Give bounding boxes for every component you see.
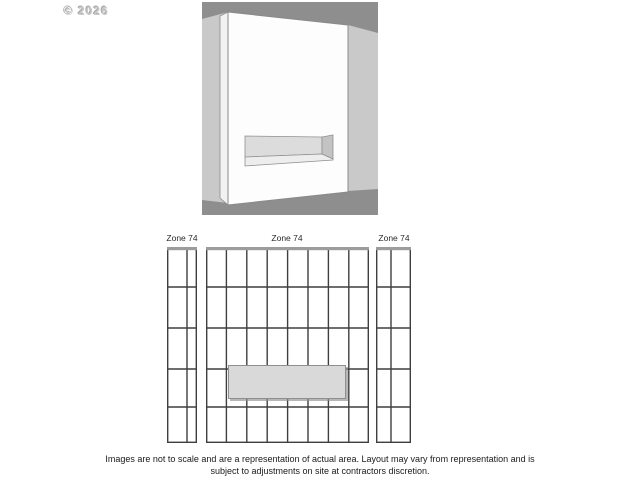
zone-grid-left: [167, 247, 197, 443]
copyright-watermark: © 2026: [64, 4, 109, 18]
zone-label-left: Zone 74: [166, 233, 198, 243]
zone-label-right: Zone 74: [378, 233, 410, 243]
zone-grid-right: [376, 247, 411, 443]
firebox-overlay: [228, 365, 346, 399]
zone-grid-center: [206, 247, 369, 443]
zone-label-center: Zone 74: [271, 233, 303, 243]
disclaimer-line-1: Images are not to scale and are a representation of actual area. Layout may vary from representation and is: [105, 454, 535, 464]
disclaimer-text: [0, 454, 640, 477]
disclaimer-line-2: subject to adjustments on site at contractors discretion.: [210, 465, 430, 476]
